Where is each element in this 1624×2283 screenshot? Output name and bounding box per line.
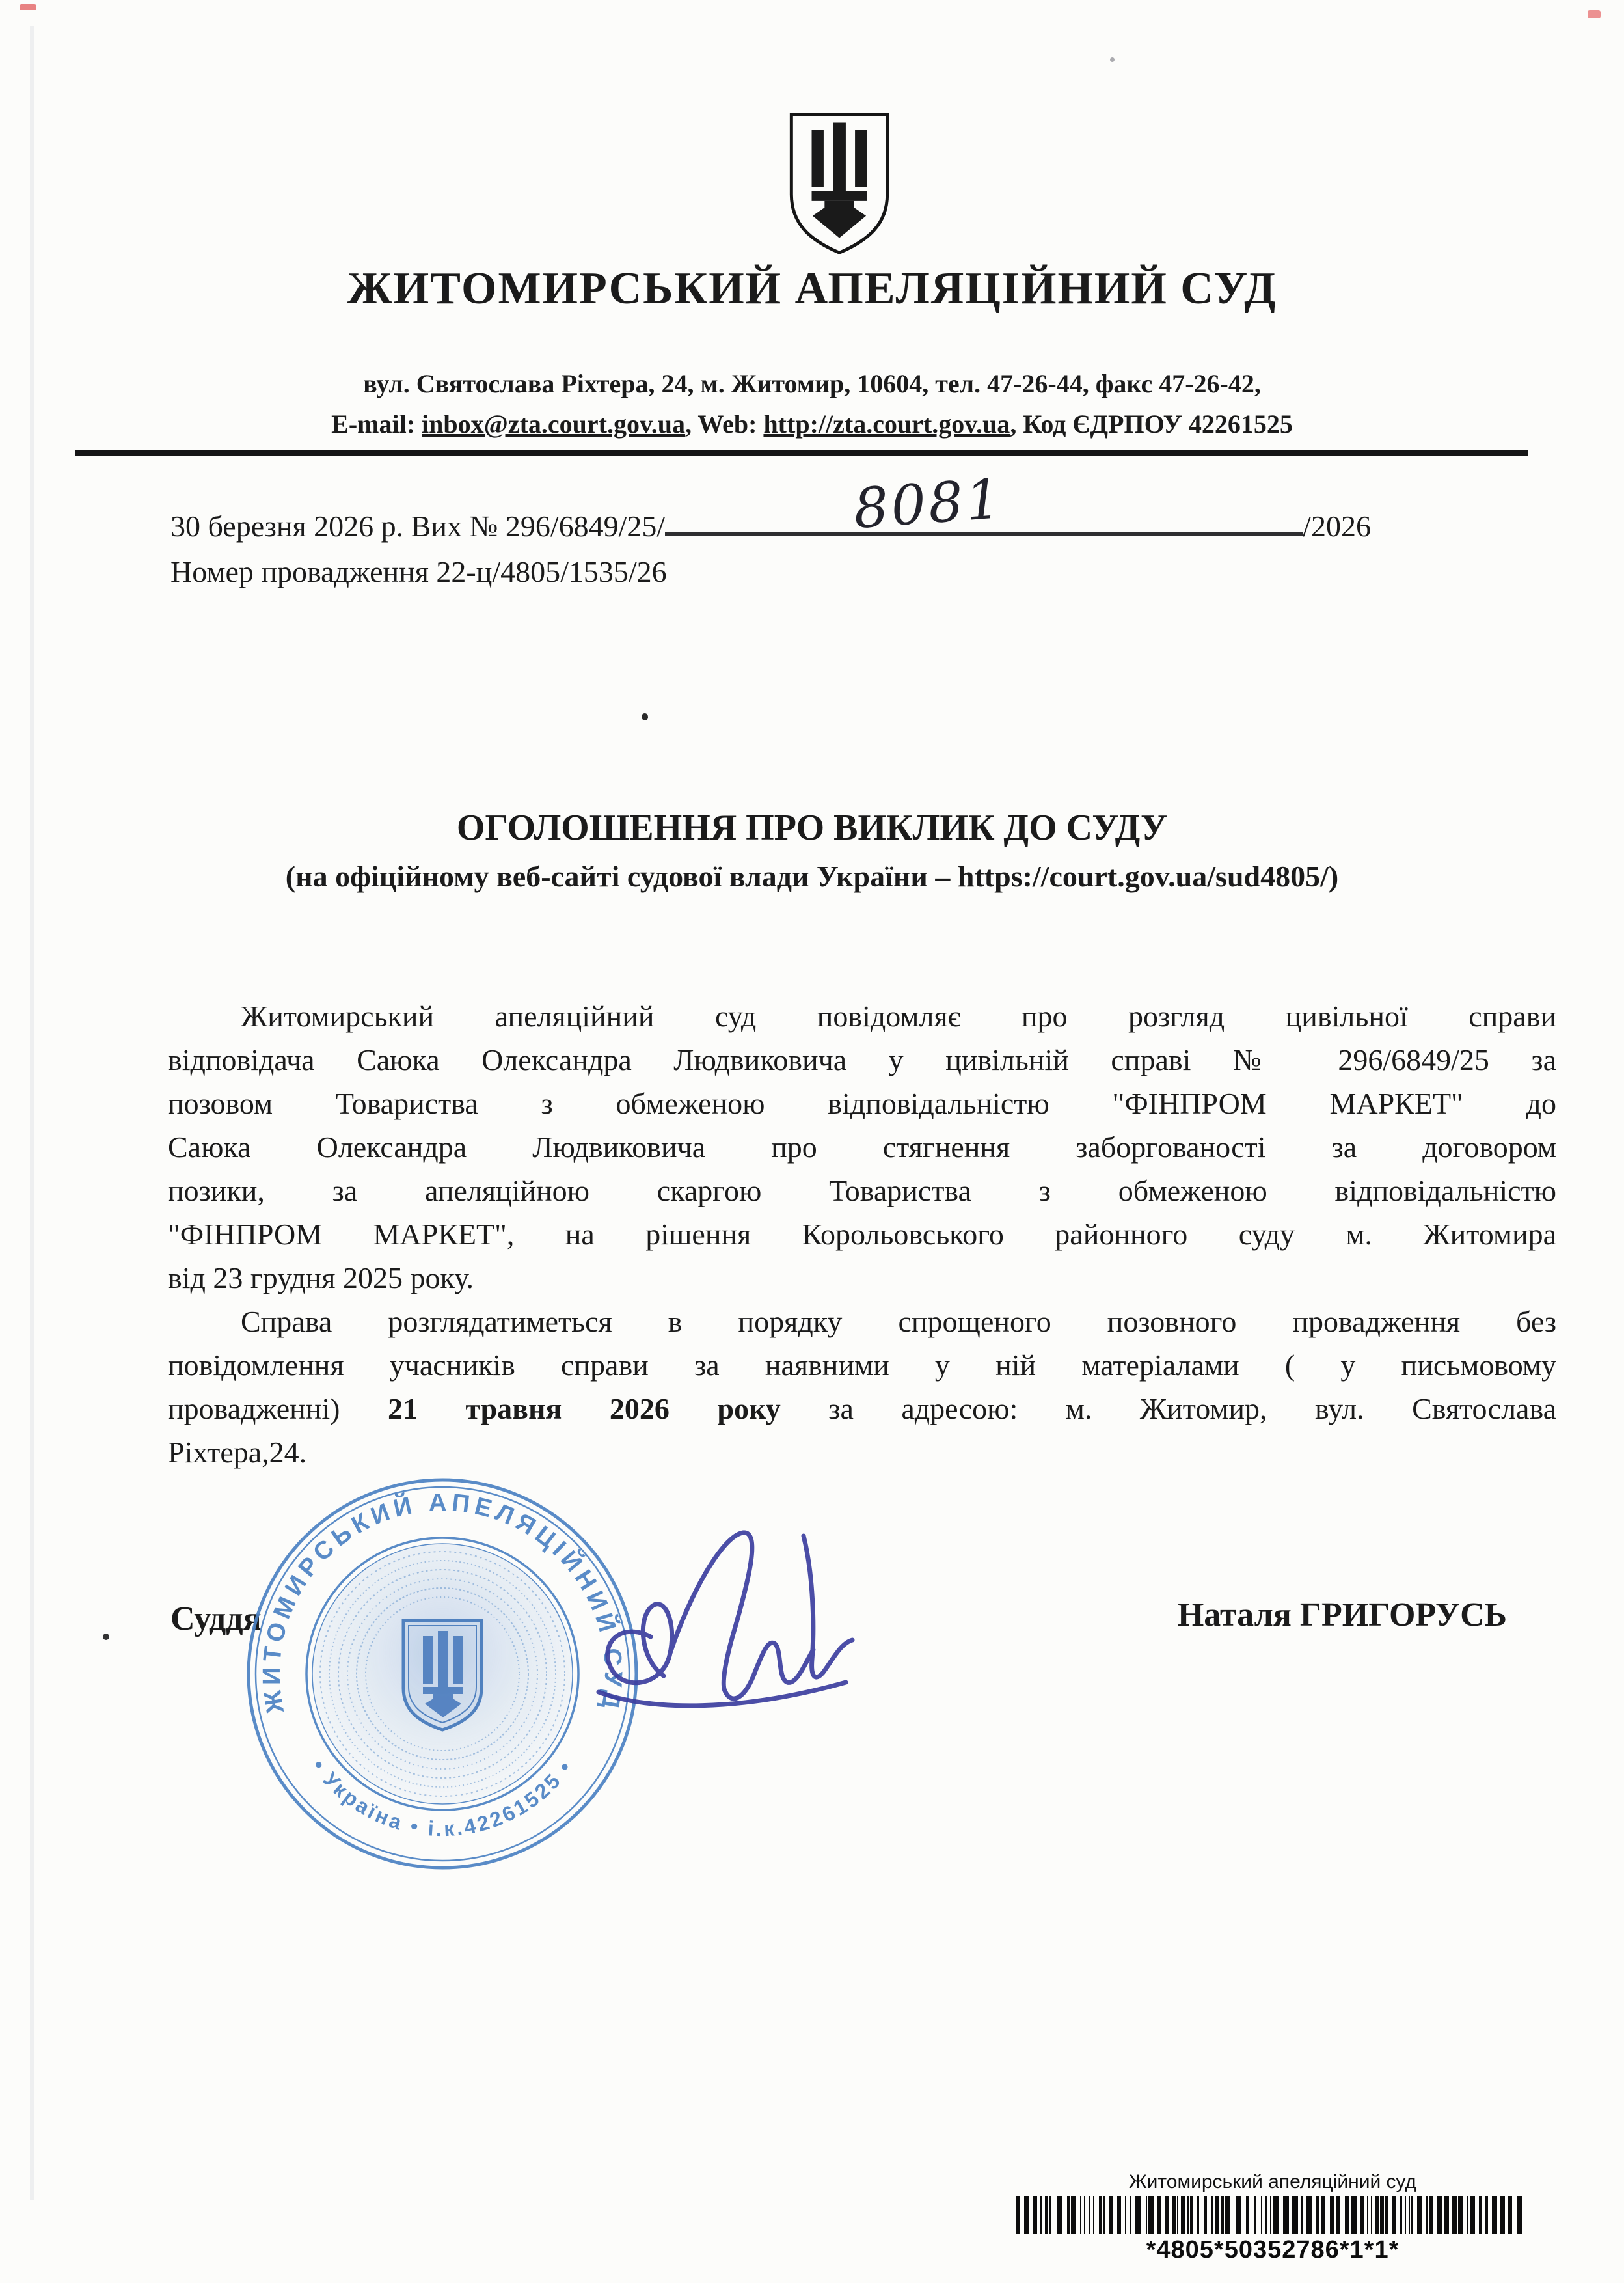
barcode-bar	[1458, 2196, 1463, 2234]
barcode-bar	[1392, 2196, 1396, 2234]
outgoing-number-blank-line	[665, 467, 1303, 541]
barcode-code-text: *4805*50352786*1*1*	[1146, 2236, 1400, 2263]
announcement-subtitle: (на офіційному веб-сайті судової влади України – https://court.gov.ua/sud4805/)	[285, 860, 1339, 893]
barcode-bar	[1283, 2196, 1288, 2234]
separator: ,	[685, 409, 698, 439]
barcode-bar	[1089, 2196, 1090, 2234]
barcode-bar	[1177, 2196, 1178, 2234]
email-label: E-mail:	[331, 409, 422, 439]
barcode-bar	[1080, 2196, 1081, 2234]
barcode-bar	[1117, 2196, 1121, 2234]
edrpou-code: Код ЄДРПОУ 42261525	[1023, 409, 1293, 439]
court-name-title: ЖИТОМИРСЬКИЙ АПЕЛЯЦІЙНИЙ СУД	[347, 264, 1277, 314]
barcode-bar	[1385, 2196, 1388, 2234]
barcode-bar	[1437, 2196, 1442, 2234]
barcode-bar	[1246, 2196, 1249, 2234]
barcode-bar	[1351, 2196, 1357, 2234]
barcode-bar	[1405, 2196, 1406, 2234]
barcode-bar	[1099, 2196, 1102, 2234]
barcode-bar	[1146, 2196, 1147, 2234]
email-link: inbox@zta.court.gov.ua	[422, 409, 686, 439]
body-line: позовом Товариства з обмеженою відповідальністю "ФІНПРОМ МАРКЕТ" до	[168, 1087, 1556, 1120]
barcode-bar	[1016, 2196, 1020, 2234]
barcode-bar	[1221, 2196, 1224, 2234]
body-line: Саюка Олександра Людвиковича про стягнення заборгованості за договором	[168, 1130, 1556, 1164]
outgoing-number-suffix: /2026	[1303, 510, 1371, 543]
reference-block	[170, 467, 1524, 592]
separator: ,	[1010, 409, 1023, 439]
barcode-bar	[1517, 2196, 1522, 2234]
barcode	[1016, 2196, 1529, 2234]
stamp-ring-text-bottom: • Україна • і.к.42261525 •	[307, 1755, 578, 1841]
barcode-bar	[1187, 2196, 1189, 2234]
hearing-date: 21 травня 2026 року	[387, 1392, 781, 1425]
barcode-bar	[1181, 2196, 1185, 2234]
body-line: Ріхтера,24.	[168, 1436, 307, 1469]
barcode-bar	[1345, 2196, 1349, 2234]
barcode-bar	[1190, 2196, 1193, 2234]
body-line: позики, за апеляційною скаргою Товариства з обмеженою відповідальністю	[168, 1174, 1556, 1207]
barcode-bar	[1444, 2196, 1449, 2234]
stamp-trident-icon	[423, 1631, 463, 1717]
body-line: "ФІНПРОМ МАРКЕТ", на рішення Корольовського районного суду м. Житомира	[168, 1218, 1556, 1251]
barcode-bar	[1316, 2196, 1319, 2234]
barcode-bar	[1049, 2196, 1051, 2234]
barcode-bar	[1371, 2196, 1372, 2234]
judge-signature-ink	[573, 1497, 898, 1751]
barcode-bar	[1165, 2196, 1169, 2234]
barcode-bar	[1273, 2196, 1278, 2234]
barcode-bar	[1452, 2196, 1457, 2234]
barcode-bar	[1306, 2196, 1312, 2234]
barcode-bar	[1130, 2196, 1131, 2234]
barcode-bar	[1292, 2196, 1297, 2234]
web-label: Web:	[697, 409, 764, 439]
barcode-bar	[1470, 2196, 1475, 2234]
barcode-bar	[1426, 2196, 1428, 2234]
header-divider-rule	[75, 450, 1528, 456]
barcode-bar	[1479, 2196, 1482, 2234]
handwritten-outgoing-number: 8081	[852, 467, 1006, 541]
barcode-bar	[1367, 2196, 1368, 2234]
body-line-with-hearing-date	[168, 1387, 1556, 1430]
outgoing-number-line	[170, 467, 1524, 547]
body-text	[168, 994, 1556, 1474]
barcode-bar	[1508, 2196, 1511, 2234]
barcode-bar	[1467, 2196, 1468, 2234]
barcode-bar	[1211, 2196, 1213, 2234]
barcode-bar	[1093, 2196, 1094, 2234]
body-line: Житомирський апеляційний суд повідомляє про розгляд цивільної справи	[241, 1000, 1556, 1033]
barcode-bar	[1125, 2196, 1126, 2234]
barcode-bar	[1411, 2196, 1413, 2234]
barcode-bar	[1265, 2196, 1267, 2234]
body-line: Справа розглядатиметься в порядку спрощеного позовного провадження без	[241, 1305, 1556, 1338]
barcode-bar	[1254, 2196, 1256, 2234]
barcode-bar	[1024, 2196, 1029, 2234]
barcode-label: Житомирський апеляційний суд	[1128, 2171, 1417, 2193]
barcode-bar	[1109, 2196, 1113, 2234]
red-corner-mark	[20, 4, 36, 10]
barcode-bar	[1321, 2196, 1325, 2234]
stamp-ring-text-top: ЖИТОМИРСЬКИЙ АПЕЛЯЦІЙНИЙ СУД	[258, 1488, 627, 1716]
ink-speck	[103, 1634, 109, 1640]
ukraine-trident-emblem	[784, 109, 895, 258]
ink-speck	[1110, 57, 1115, 62]
barcode-bar	[1197, 2196, 1199, 2234]
barcode-bar	[1301, 2196, 1303, 2234]
barcode-bar	[1148, 2196, 1154, 2234]
scan-edge-artifact	[30, 26, 34, 2200]
ink-speck	[642, 713, 648, 720]
barcode-bar	[1409, 2196, 1410, 2234]
barcode-bar	[1380, 2196, 1384, 2234]
barcode-bar	[1485, 2196, 1488, 2234]
outgoing-number-prefix: 30 березня 2026 р. Вих № 296/6849/25/	[170, 510, 666, 543]
barcode-bar	[1261, 2196, 1262, 2234]
barcode-bar	[1084, 2196, 1085, 2234]
body-line: від 23 грудня 2025 року.	[168, 1261, 474, 1294]
barcode-bar	[1204, 2196, 1207, 2234]
barcode-bar	[1400, 2196, 1402, 2234]
barcode-bar	[1360, 2196, 1364, 2234]
barcode-bar	[1067, 2196, 1070, 2234]
barcode-bar	[1236, 2196, 1241, 2234]
barcode-bar	[1270, 2196, 1271, 2234]
body-line: повідомлення учасників справи за наявними у ній матеріалами ( у письмовому	[168, 1348, 1556, 1382]
barcode-bar	[1429, 2196, 1433, 2234]
barcode-bar	[1071, 2196, 1076, 2234]
barcode-bar	[1040, 2196, 1042, 2234]
barcode-bar	[1135, 2196, 1141, 2234]
web-link: http://zta.court.gov.ua	[763, 409, 1010, 439]
body-line: відповідача Саюка Олександра Людвиковича у цивільній справі № 296/6849/25 за	[168, 1043, 1556, 1076]
proceeding-number-line: Номер провадження 22-ц/4805/1535/26	[170, 555, 667, 588]
barcode-bar	[1045, 2196, 1048, 2234]
judge-name: Наталя ГРИГОРУСЬ	[1177, 1596, 1507, 1634]
announcement-title: ОГОЛОШЕННЯ ПРО ВИКЛИК ДО СУДУ	[456, 808, 1168, 848]
barcode-bar	[1033, 2196, 1037, 2234]
judge-label: Суддя	[170, 1600, 262, 1637]
barcode-bar	[1225, 2196, 1230, 2234]
barcode-bar	[1417, 2196, 1421, 2234]
barcode-bar	[1057, 2196, 1062, 2234]
barcode-bar	[1375, 2196, 1379, 2234]
court-contacts-line	[0, 409, 1624, 439]
body-segment: за адресою: м. Житомир, вул. Святослава	[780, 1392, 1556, 1425]
barcode-bar	[1215, 2196, 1219, 2234]
barcode-bar	[1330, 2196, 1334, 2234]
barcode-bar	[1492, 2196, 1497, 2234]
barcode-bar	[1172, 2196, 1176, 2234]
red-corner-mark	[1588, 10, 1601, 18]
barcode-bar	[1157, 2196, 1161, 2234]
court-address-line: вул. Святослава Ріхтера, 24, м. Житомир, 10604, тел. 47-26-44, факс 47-26-42,	[363, 369, 1261, 398]
barcode-bar	[1500, 2196, 1505, 2234]
barcode-bar	[1336, 2196, 1340, 2234]
barcode-bar	[1103, 2196, 1105, 2234]
body-segment: провадженні)	[168, 1392, 388, 1425]
